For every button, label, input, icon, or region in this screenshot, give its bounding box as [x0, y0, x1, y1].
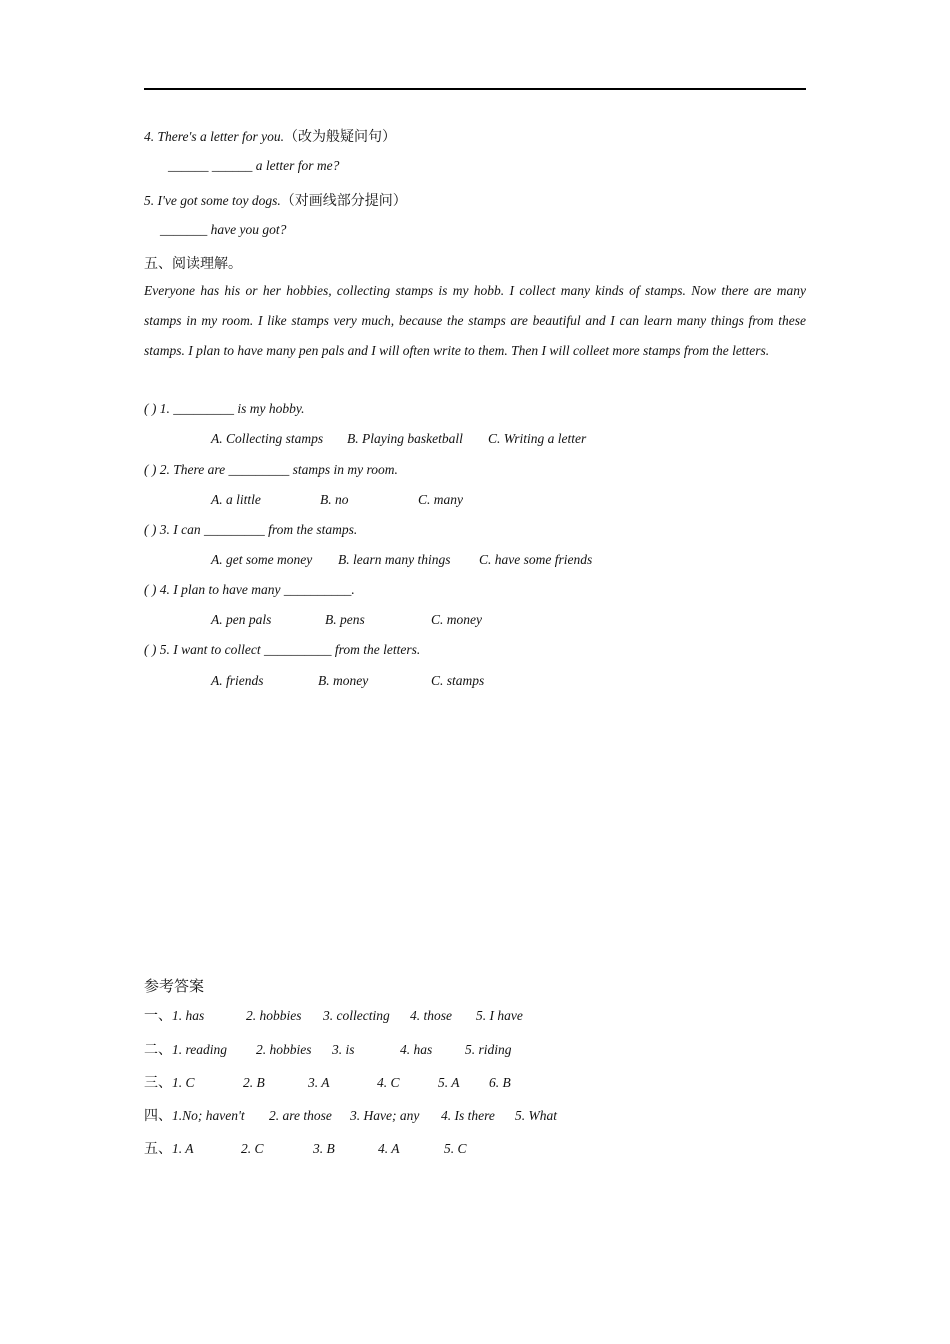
answer-item: 3. Have; any — [350, 1108, 420, 1123]
answer-item: 1. A — [172, 1141, 194, 1156]
answer-row-2 — [144, 1039, 512, 1059]
answer-item: 3. is — [332, 1042, 355, 1057]
answer-item: 5. C — [444, 1141, 467, 1156]
question-5-text: 5. I've got some toy dogs. — [144, 193, 281, 208]
reading-question-5-options — [211, 673, 484, 689]
answer-row-label: 五、 — [144, 1141, 172, 1157]
option-c: C. money — [431, 612, 482, 627]
answer-item: 4. C — [377, 1075, 400, 1090]
option-a: A. a little — [211, 492, 261, 507]
question-4 — [144, 126, 396, 146]
question-4-answer-line: ______ ______ a letter for me? — [168, 158, 340, 173]
answer-row-4 — [144, 1105, 557, 1125]
option-b: B. pens — [325, 612, 365, 627]
answer-item: 4. those — [410, 1008, 452, 1023]
answer-row-3 — [144, 1072, 511, 1092]
answer-item: 3. A — [308, 1075, 330, 1090]
reading-question-2-options — [211, 492, 463, 508]
reading-passage: Everyone has his or her hobbies, collecting stamps is my hobb. I collect many kinds of stamps. Now there are many stamps in my room. I like stamps very much, because the stamps are beautiful and I can learn many things from these stamps. I plan to have many pen pals and I will often write to them. Then I will colleet more stamps from the letters. — [144, 283, 806, 358]
reading-question-4: ( ) 4. I plan to have many __________. — [144, 582, 355, 597]
reading-question-4-options — [211, 612, 482, 628]
answer-item: 1. reading — [172, 1042, 227, 1057]
option-a: A. friends — [211, 673, 264, 688]
question-4-instruction: （改为般疑问句） — [284, 129, 396, 145]
question-5-instruction: （对画线部分提问） — [280, 193, 407, 209]
reading-question-5: ( ) 5. I want to collect __________ from the letters. — [144, 642, 421, 657]
answer-item: 4. Is there — [441, 1108, 495, 1123]
answer-row-label: 二、 — [144, 1042, 172, 1058]
option-a: A. get some money — [211, 552, 313, 567]
answer-item: 1.No; haven't — [172, 1108, 245, 1123]
answer-item: 2. hobbies — [256, 1042, 312, 1057]
answer-item: 1. C — [172, 1075, 195, 1090]
answer-item: 5. riding — [465, 1042, 512, 1057]
answer-item: 2. B — [243, 1075, 265, 1090]
option-b: B. Playing basketball — [347, 431, 463, 446]
option-a: A. Collecting stamps — [211, 431, 324, 446]
answer-item: 2. are those — [269, 1108, 332, 1123]
option-b: B. learn many things — [338, 552, 451, 567]
answer-row-1 — [144, 1005, 523, 1025]
answer-row-label: 一、 — [144, 1008, 172, 1024]
reading-question-1-options — [211, 431, 586, 447]
answer-item: 4. has — [400, 1042, 433, 1057]
answer-item: 5. What — [515, 1108, 557, 1123]
option-c: C. Writing a letter — [488, 431, 587, 446]
answer-item: 6. B — [489, 1075, 511, 1090]
answer-item: 2. C — [241, 1141, 264, 1156]
question-4-text: 4. There's a letter for you. — [144, 129, 284, 144]
answer-item: 1. has — [172, 1008, 205, 1023]
answer-row-5 — [144, 1138, 467, 1158]
option-c: C. stamps — [431, 673, 485, 688]
answer-row-label: 三、 — [144, 1075, 172, 1091]
answer-item: 5. I have — [476, 1008, 523, 1023]
reading-question-3-options — [211, 552, 592, 568]
option-c: C. have some friends — [479, 552, 593, 567]
answer-item: 2. hobbies — [246, 1008, 302, 1023]
option-a: A. pen pals — [211, 612, 272, 627]
answer-row-label: 四、 — [144, 1108, 172, 1124]
reading-question-3: ( ) 3. I can _________ from the stamps. — [144, 522, 358, 537]
header-rule — [144, 88, 806, 90]
option-c: C. many — [418, 492, 463, 507]
section-5-title: 五、阅读理解。 — [144, 256, 242, 272]
answers-title: 参考答案 — [144, 977, 205, 995]
question-5-answer-line: _______ have you got? — [160, 222, 287, 237]
reading-question-2: ( ) 2. There are _________ stamps in my room. — [144, 462, 398, 477]
reading-question-1: ( ) 1. _________ is my hobby. — [144, 401, 305, 416]
question-5 — [144, 190, 407, 210]
answer-item: 3. collecting — [323, 1008, 390, 1023]
answer-item: 5. A — [438, 1075, 460, 1090]
option-b: B. no — [320, 492, 349, 507]
answer-item: 3. B — [313, 1141, 335, 1156]
option-b: B. money — [318, 673, 369, 688]
answer-item: 4. A — [378, 1141, 400, 1156]
